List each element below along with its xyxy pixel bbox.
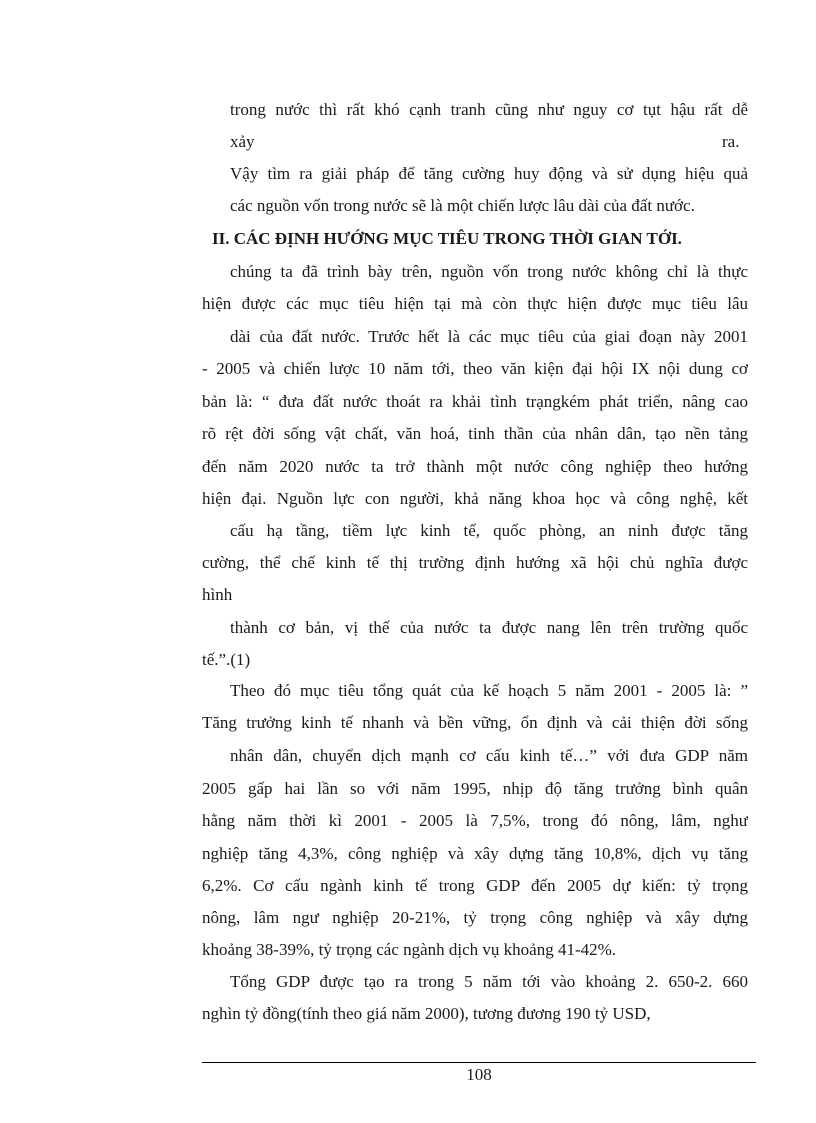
text-line: trong nước thì rất khó cạnh tranh cũng như nguy cơ tụt hậu rất dễ (230, 100, 748, 119)
text-line: cấu hạ tầng, tiềm lực kinh tế, quốc phòng, an ninh được tăng (230, 521, 748, 540)
text-line: bản là: “ đưa đất nước thoát ra khải tình trạngkém phát triển, nâng cao (202, 392, 748, 411)
text-line: nhân dân, chuyển dịch mạnh cơ cấu kinh tế…” với đưa GDP năm (230, 746, 748, 765)
text-line: Tăng trưởng kinh tế nhanh và bền vững, ổn định và cải thiện đời sống (202, 713, 748, 732)
text-line: cường, thể chế kinh tế thị trường định hướng xã hội chủ nghĩa được (202, 553, 748, 572)
text-line: Vậy tìm ra giải pháp để tăng cường huy động và sử dụng hiệu quả (230, 164, 748, 183)
text-line: nghiệp tăng 4,3%, công nghiệp và xây dựng tăng 10,8%, dịch vụ tăng (202, 844, 748, 863)
text-line: - 2005 và chiến lược 10 năm tới, theo văn kiện đại hội IX nội dung cơ (202, 359, 748, 378)
page-number: 108 (466, 1065, 492, 1084)
text-line: các nguồn vốn trong nước sẽ là một chiến lược lâu dài của đất nước. (230, 196, 695, 215)
text-line: nông, lâm ngư nghiệp 20-21%, tỷ trọng công nghiệp và xây dựng (202, 908, 748, 927)
text-line: rõ rệt đời sống vật chất, văn hoá, tinh thần của nhân dân, tạo nền tảng (202, 424, 748, 443)
section-heading: II. CÁC ĐỊNH HƯỚNG MỤC TIÊU TRONG THỜI GIAN TỚI. (212, 229, 682, 248)
text-line: nghìn tỷ đồng(tính theo giá năm 2000), tương đương 190 tỷ USD, (202, 1004, 651, 1023)
text-line: chúng ta đã trình bày trên, nguồn vốn trong nước không chỉ là thực (230, 262, 748, 281)
text-line: hiện đại. Nguồn lực con người, khả năng khoa học và công nghệ, kết (202, 489, 748, 508)
text-line: tế.”.(1) (202, 650, 251, 669)
text-line: 6,2%. Cơ cấu ngành kinh tế trong GDP đến 2005 dự kiến: tỷ trọng (202, 876, 748, 895)
text-line: thành cơ bản, vị thế của nước ta được nang lên trên trường quốc (230, 618, 748, 637)
text-line: Tổng GDP được tạo ra trong 5 năm tới vào khoảng 2. 650-2. 660 (230, 972, 748, 991)
text-line: Theo đó mục tiêu tổng quát của kế hoạch 5 năm 2001 - 2005 là: ” (230, 681, 748, 700)
text-line: xảy (230, 132, 255, 151)
text-line: 2005 gấp hai lần so với năm 1995, nhịp độ tăng trưởng bình quân (202, 779, 748, 798)
text-line: hình (202, 585, 233, 604)
text-line: hằng năm thời kì 2001 - 2005 là 7,5%, trong đó nông, lâm, nghư (202, 811, 748, 830)
footer-divider (202, 1062, 756, 1063)
text-line: dài của đất nước. Trước hết là các mục tiêu của giai đoạn này 2001 (230, 327, 748, 346)
text-line: hiện được các mục tiêu hiện tại mà còn thực hiện được mục tiêu lâu (202, 294, 748, 313)
text-line: đến năm 2020 nước ta trở thành một nước công nghiệp theo hướng (202, 457, 748, 476)
text-line: ra. (722, 132, 740, 151)
text-line: khoảng 38-39%, tỷ trọng các ngành dịch vụ khoảng 41-42%. (202, 940, 617, 959)
